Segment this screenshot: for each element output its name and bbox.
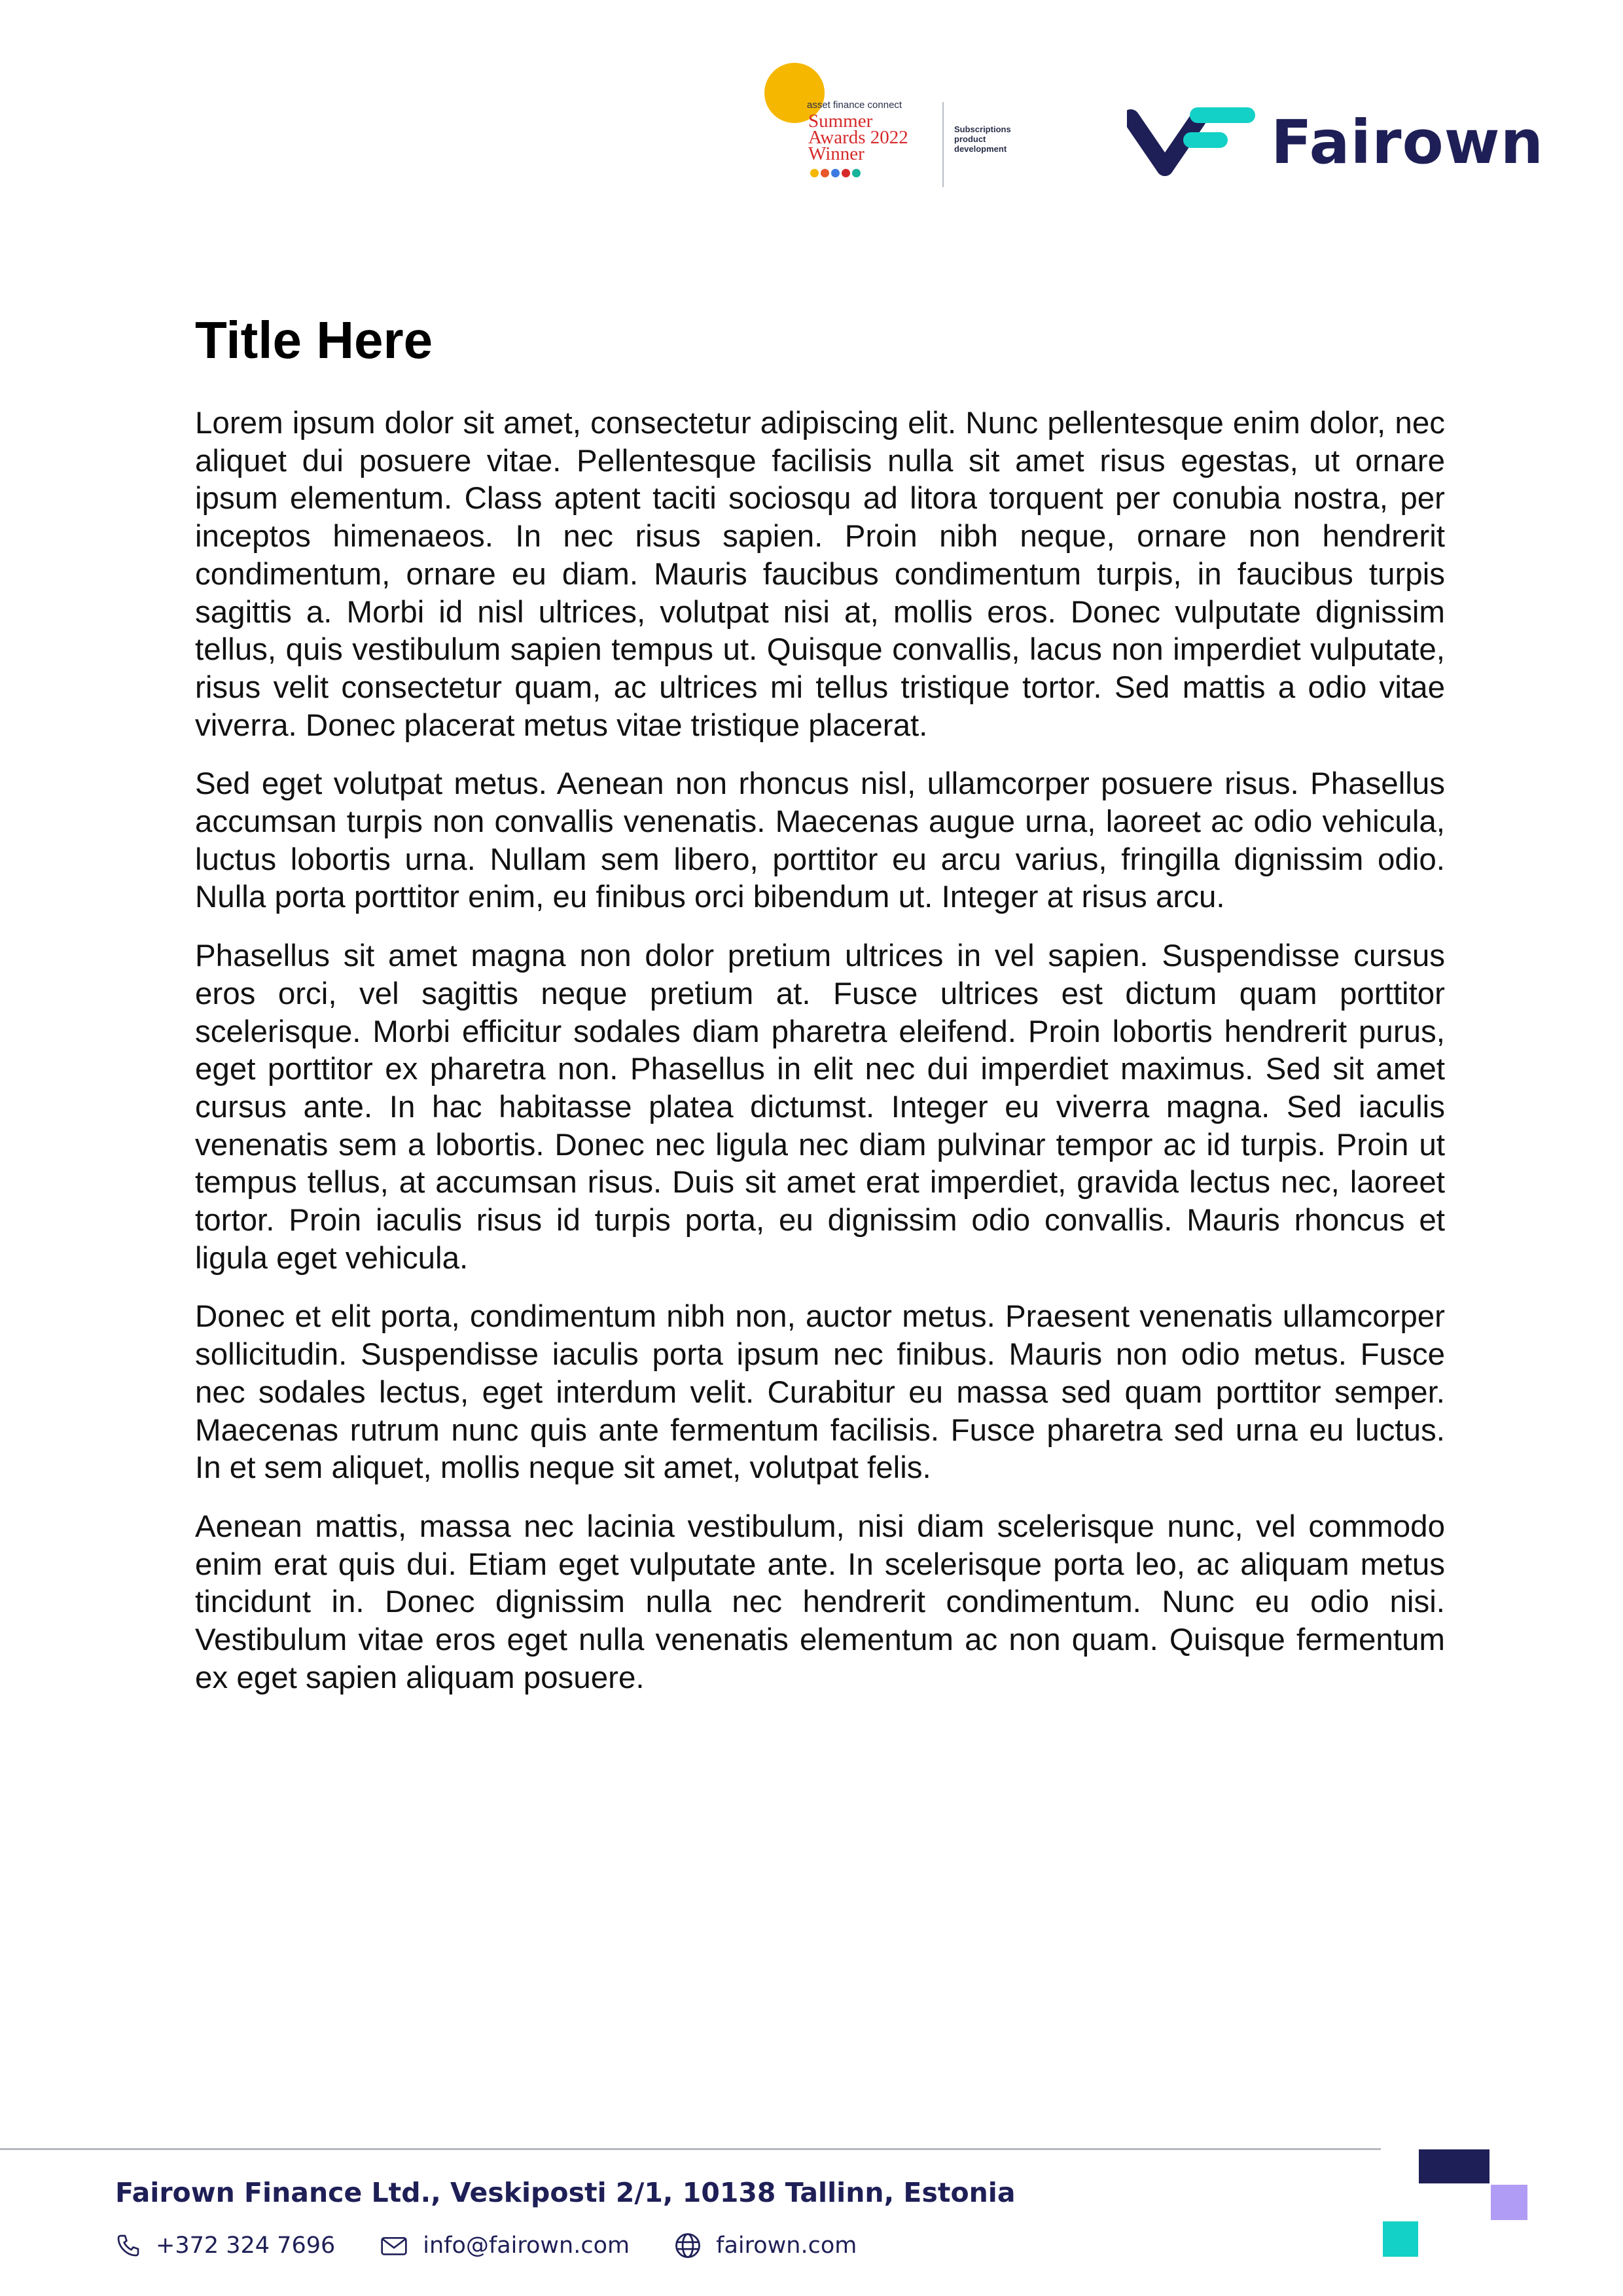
phone-icon [115,2233,141,2259]
paragraph-3: Phasellus sit amet magna non dolor pretium ultrices in vel sapien. Suspendisse cursus eros orci, vel sagittis neque pretium at. Fusce ultrices est dictum quam porttitor scelerisque. Morbi efficitur sodales diam pharetra eleifend. Proin lobortis hendrerit purus, eget porttitor ex pharetra non. Phasellus in elit nec dui imperdiet maximus. Sed sit amet cursus ante. In hac habitasse platea dictumst. Integer eu viverra magna. Sed iaculis venenatis sem a lobortis. Donec nec ligula nec diam pulvinar tempor ac id turpis. Proin ut tempus tellus, at accumsan risus. Duis sit amet erat imperdiet, gravida lectus nec, laoreet tortor. Proin iaculis risus id turpis porta, eu dignissim odio convallis. Mauris rhoncus et ligula eget vehicula. [195,939,1445,1276]
website-url: fairown.com [716,2233,857,2259]
award-divider [942,102,944,187]
award-category: Subscriptions product development [954,124,1011,154]
award-line-2: Awards 2022 [808,127,908,148]
paragraph-2: Sed eget volutpat metus. Aenean non rhoncus nisl, ullamcorper posuere risus. Phasellus accumsan turpis non convallis venenatis. Maecenas augue urna, laoreet ac odio vehicula, luctus lobortis urna. Nullam sem libero, porttitor eu arcu varius, fringilla dignissim odio. Nulla porta porttitor enim, eu finibus orci bibendum ut. Integer at risus arcu. [195,766,1445,915]
mail-icon [380,2233,408,2259]
phone-number: +372 324 7696 [156,2233,336,2259]
paragraph-5: Aenean mattis, massa nec lacinia vestibulum, nisi diam scelerisque nunc, vel commodo enim erat quis dui. Etiam eget vulputate ante. In scelerisque porta leo, ac aliquam metus tincidunt in. Donec dignissim nulla nec hendrerit condimentum. Nunc eu odio nisi. Vestibulum vitae eros eget nulla venenatis elementum ac non quam. Quisque fermentum ex eget sapien aliquam posuere. [195,1509,1445,1695]
footer-website[interactable] [674,2232,857,2259]
paragraph-1: Lorem ipsum dolor sit amet, consectetur adipiscing elit. Nunc pellentesque enim dolor, nec aliquet dui posuere vitae. Pellentesque facilisis nulla sit amet risus egestas, ut ornare ipsum elementum. Class aptent taciti sociosqu ad litora torquent per conubia nostra, per inceptos himenaeos. In nec risus sapien. Proin nibh neque, ornare non hendrerit condimentum, ornare eu diam. Mauris faucibus condimentum turpis, in faucibus turpis sagittis a. Morbi id nisl ultrices, volutpat nisi at, mollis eros. Donec vulputate dignissim tellus, quis vestibulum sapien tempus ut. Quisque convallis, lacus non imperdiet vulputate, risus velit consectetur quam, ac ultrices mi tellus tristique tortor. Sed mattis a odio vitae viverra. Donec placerat metus vitae tristique placerat. [195,406,1445,743]
decor-square-teal [1383,2221,1418,2257]
document-body [195,308,1445,1718]
document-title: Title Here [195,311,433,369]
globe-icon [674,2232,702,2259]
email-address: info@fairown.com [423,2233,630,2259]
footer-email[interactable] [380,2233,630,2259]
award-badge [764,63,1039,187]
footer-divider [0,2148,1381,2150]
award-org: asset finance connect [807,99,902,111]
footer-phone[interactable] [115,2233,335,2259]
brand-name: Fairown [1271,107,1544,177]
award-line-3: Winner [808,143,865,164]
decor-square-lilac [1491,2185,1527,2220]
fairown-logo-icon [1127,103,1258,182]
footer-address: Fairown Finance Ltd., Veskiposti 2/1, 10138 Tallinn, Estonia [115,2177,1016,2208]
decor-square-navy [1419,2149,1489,2183]
footer-contacts [115,2232,901,2259]
award-line-1: Summer [808,111,873,132]
award-dots-icon [810,169,861,177]
paragraph-4: Donec et elit porta, condimentum nibh non, auctor metus. Praesent venenatis ullamcorper sollicitudin. Suspendisse iaculis porta ipsum nec finibus. Mauris non odio metus. Fusce nec sodales lectus, eget interdum velit. Curabitur eu massa sed quam porttitor semper. Maecenas rutrum nunc quis ante fermentum facilisis. Fusce pharetra sed urna eu luctus. In et sem aliquet, mollis neque sit amet, volutpat felis. [195,1299,1445,1486]
